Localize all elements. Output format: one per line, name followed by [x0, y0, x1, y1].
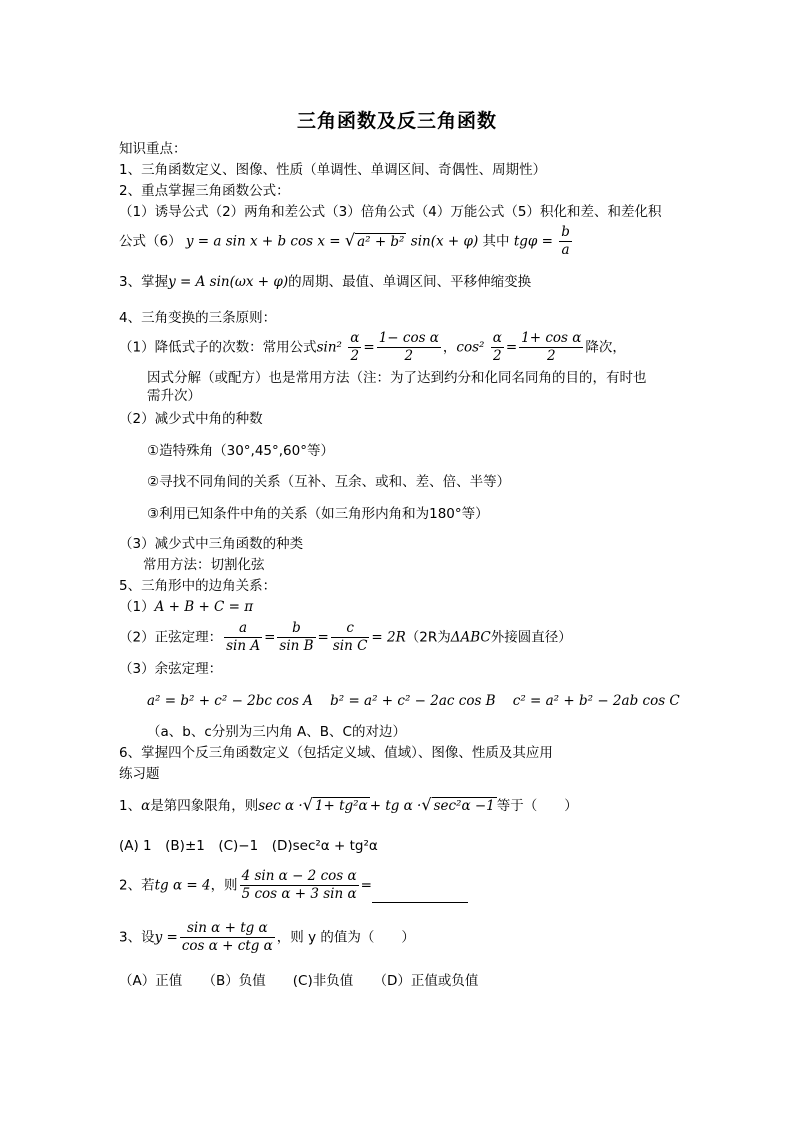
section-heading: 知识重点：	[119, 141, 187, 157]
point-4-2-iii: ③利用已知条件中角的关系（如三角形内角和为180°等）	[147, 506, 489, 522]
math: tgφ =	[513, 233, 553, 250]
point-4-2-i: ①造特殊角（30°,45°,60°等）	[147, 443, 334, 459]
point-2: 2、重点掌握三角函数公式：	[119, 183, 290, 199]
question-1: 1、α是第四象限角，则sec α ·√ 1+ tg²α + tg α ·√ sec²α −1 等于（ ）	[119, 795, 578, 814]
answer-blank	[372, 888, 468, 903]
question-2: 2、若tg α = 4，则 $\frac{\text{4 sin α − 2 cos α}}{\text{5 cos α + 3 sin α}}$ =	[119, 868, 468, 903]
text: 其中	[482, 233, 510, 250]
point-5-1: （1）A + B + C = π	[119, 599, 254, 615]
exercise-title: 练习题	[119, 766, 160, 782]
point-5-3: （3）余弦定理：	[119, 661, 223, 677]
fraction: $\frac{b}{a}$	[561, 224, 570, 258]
question-1-options: (A) 1 (B)±1 (C)−1 (D)sec²α + tg²α	[119, 838, 378, 854]
point-5: 5、三角形中的边角关系：	[119, 578, 277, 594]
math-sqrt: a² + b²	[357, 233, 405, 250]
math: sin(x + φ)	[410, 233, 479, 250]
cosine-law-note: （a、b、c分别为三内角 A、B、C的对边）	[147, 724, 406, 740]
point-4-note: 因式分解（或配方）也是常用方法（注：为了达到约分和化同名同角的目的，有时也	[147, 370, 647, 386]
point-4-2: （2）减少式中角的种数	[119, 411, 263, 427]
point-4-note-cont: 需升次）	[147, 388, 201, 404]
sqrt-sign: √	[344, 230, 356, 250]
question-3-options: （A）正值 （B）负值 (C)非负值 （D）正值或负值	[119, 973, 479, 989]
point-4-3: （3）减少式中三角函数的种类	[119, 536, 304, 552]
point-1: 1、三角函数定义、图像、性质（单调性、单调区间、奇偶性、周期性）	[119, 162, 547, 178]
point-4-1: （1）降低式子的次数：常用公式sin² $\frac{\alpha}{2}$ = $\frac{\text{1− cos α}}{2}$ ，cos² $\frac{\alpha}{2}$ = $\frac{\text{1+ cos α}}{2}$ 降次，	[119, 330, 626, 364]
point-2-formula-6	[119, 224, 574, 259]
point-2-formulas: （1）诱导公式（2）两角和差公式（3）倍角公式（4）万能公式（5）积化和差、和差化积	[119, 204, 662, 220]
point-4-3-method: 常用方法：切割化弦	[143, 557, 265, 573]
point-6: 6、掌握四个反三角函数定义（包括定义域、值域）、图像、性质及其应用	[119, 745, 553, 761]
point-5-2: （2）正弦定理： $\frac{a}{\text{sin A}}$ = $\frac{b}{\text{sin B}}$ = $\frac{c}{\text{sin C}}$ = 2R（2R为ΔABC外接圆直径）	[119, 620, 572, 654]
math: y = a sin x + b cos x =	[185, 233, 341, 250]
text: 公式（6）	[119, 233, 182, 250]
page-title: 三角函数及反三角函数	[296, 110, 497, 132]
cosine-law: a² = b² + c² − 2bc cos A b² = a² + c² − 2ac cos B c² = a² + b² − 2ab cos C	[147, 693, 680, 709]
point-3: 3、掌握y = A sin(ωx + φ)的周期、最值、单调区间、平移伸缩变换	[119, 274, 532, 290]
point-4-2-ii: ②寻找不同角间的关系（互补、互余、或和、差、倍、半等）	[147, 474, 511, 490]
point-4: 4、三角变换的三条原则：	[119, 310, 277, 326]
question-3: 3、设y = $\frac{\text{sin α + tg α}}{\text{cos α + ctg α}}$ ，则 y 的值为（ ）	[119, 920, 415, 954]
